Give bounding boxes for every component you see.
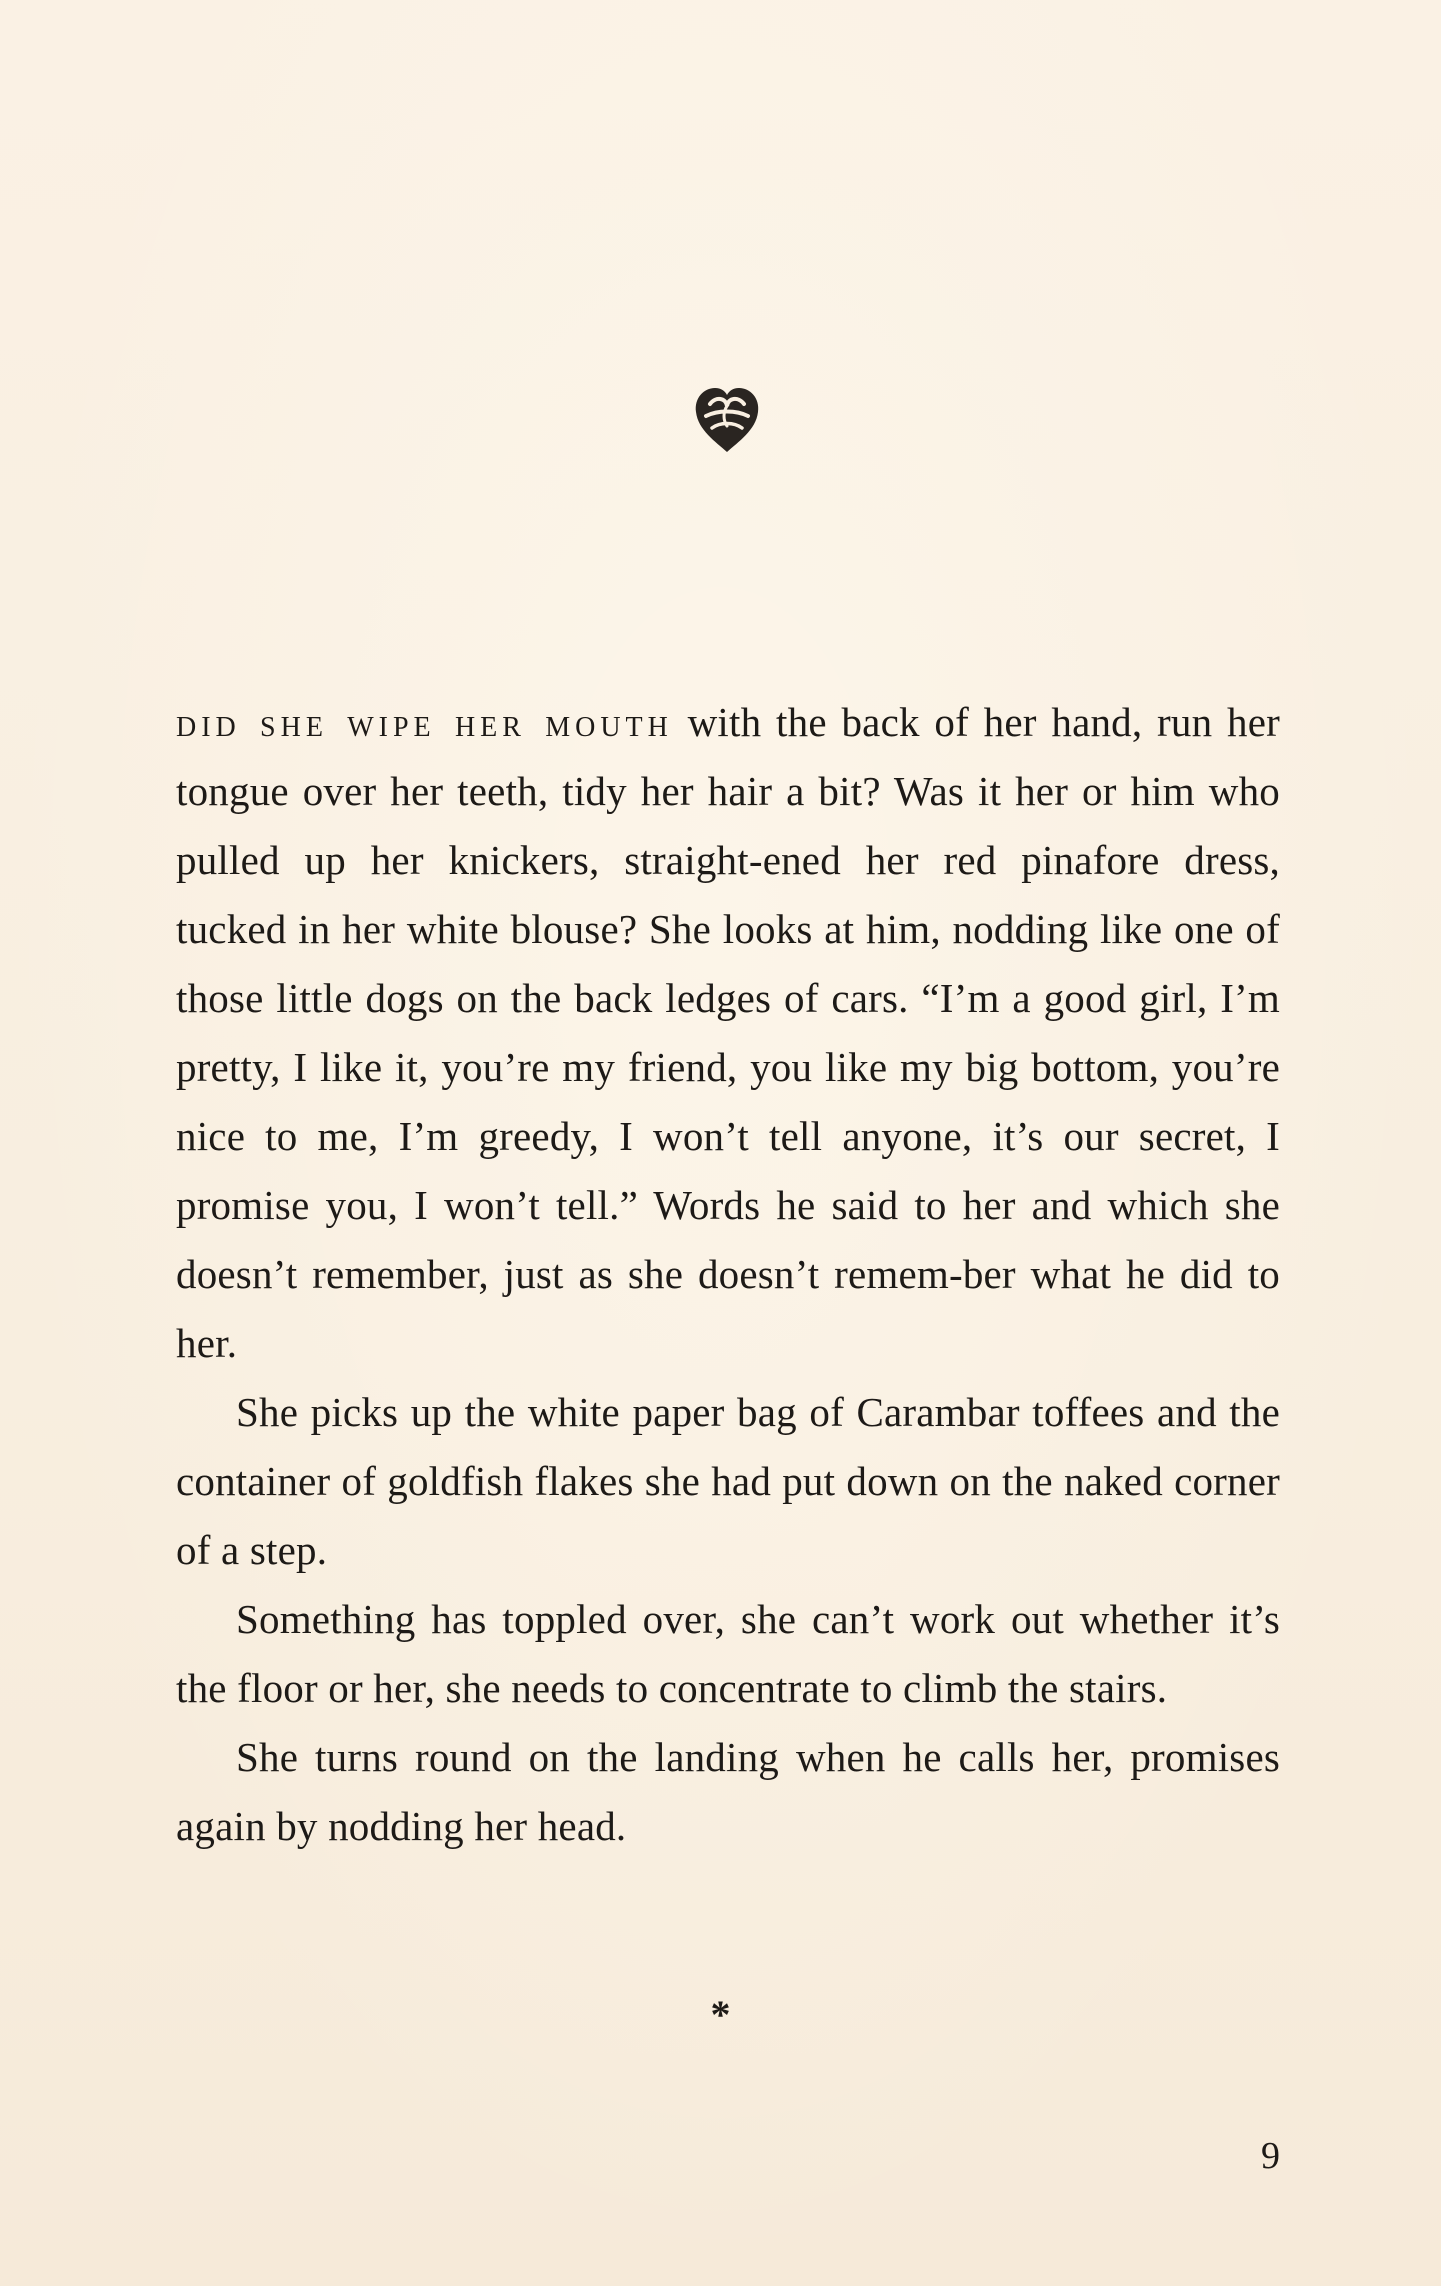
section-break-asterisk: *	[710, 1992, 731, 2037]
paragraph-2: She picks up the white paper bag of Carambar toffees and the container of goldfish flakes she had put down on the naked corner of a step.	[176, 1389, 1280, 1573]
opening-small-caps: did she wipe her mouth	[176, 700, 673, 745]
body-text	[176, 688, 1280, 1861]
paragraph-1	[176, 688, 1280, 1378]
heart-ornament-icon	[690, 382, 764, 456]
paragraph-4: She turns round on the landing when he calls her, promises again by nodding her head.	[176, 1734, 1280, 1849]
paragraph-3: Something has toppled over, she can’t work out whether it’s the floor or her, she needs to concentrate to climb the stairs.	[176, 1596, 1280, 1711]
page-number: 9	[1261, 2135, 1280, 2177]
paragraph-1-text: with the back of her hand, run her tongue over her teeth, tidy her hair a bit? Was it her or him who pulled up her knickers, straight-ened her red pinafore dress, tucked in her white blouse? She looks at him, nodding like one of those little dogs on the back ledges of cars. “I’m a good girl, I’m pretty, I like it, you’re my friend, you like my big bottom, you’re nice to me, I’m greedy, I won’t tell anyone, it’s our secret, I promise you, I won’t tell.” Words he said to her and which she doesn’t remember, just as she doesn’t remem-ber what he did to her.	[176, 699, 1280, 1366]
